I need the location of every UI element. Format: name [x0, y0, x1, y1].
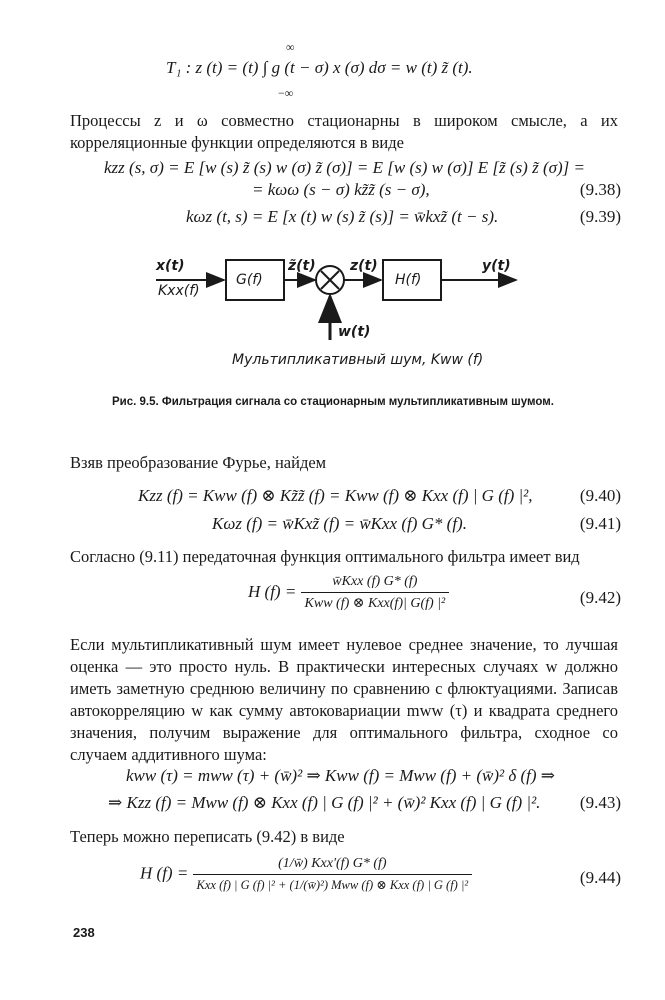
equation-9-42-fraction	[301, 574, 450, 612]
noise-signal-label: w(t)	[338, 324, 371, 340]
integral-upper-limit: ∞	[286, 40, 295, 54]
equation-9-42-numerator: w̄Kxx (f) G* (f)	[301, 574, 450, 593]
equation-9-44-denominator: Kxx (f) | G (f) |² + (1/(w̄)²) Mww (f) ⊗ Kxx (f) | G (f) |²	[196, 878, 469, 892]
output-signal-label: y(t)	[482, 258, 511, 274]
equation-number-9-44: (9.44)	[579, 868, 621, 887]
paragraph-5: Теперь можно переписать (9.42) в виде	[70, 827, 345, 846]
equation-9-38-line1: kzz (s, σ) = E [w (s) z̃ (s) w (σ) z̃ (σ)] = E [w (s) w (σ)] E [z̃ (s) z̃ (σ)] =	[104, 158, 586, 177]
equation-9-42-denominator: Kww (f) ⊗ Kxx(f)| G(f) |²	[304, 596, 446, 611]
equation-number-9-43: (9.43)	[579, 793, 621, 812]
product-signal-label: z(t)	[350, 258, 378, 274]
equation-9-42	[248, 574, 449, 612]
equation-number-9-41: (9.41)	[579, 514, 621, 533]
equation-9-39: kωz (t, s) = E [x (t) w (s) z̃ (s)] = w̄kxz̃ (t − s).	[186, 207, 499, 226]
block-g-label: G(f)	[236, 272, 263, 288]
equation-9-44	[140, 856, 472, 893]
equation-number-9-39: (9.39)	[579, 207, 621, 226]
equation-number-9-38: (9.38)	[579, 180, 621, 199]
equation-9-42-lhs: H (f) =	[248, 581, 297, 601]
filtered-signal-label: z̃(t)	[288, 258, 316, 274]
noise-caption: Мультипликативный шум, Kww (f)	[232, 352, 484, 368]
equation-9-43-line2: ⇒ Kzz (f) = Mww (f) ⊗ Kxx (f) | G (f) |² + (w̄)² Kxx (f) | G (f) |².	[108, 793, 541, 812]
equation-number-9-42: (9.42)	[579, 588, 621, 607]
page-number: 238	[73, 925, 95, 940]
input-spectrum-label: Kxx(f)	[158, 283, 200, 299]
paragraph-3: Согласно (9.11) передаточная функция оптимального фильтра имеет вид	[70, 547, 580, 566]
equation-9-44-fraction	[193, 856, 473, 893]
block-h-label: H(f)	[395, 272, 422, 288]
paragraph-2: Взяв преобразование Фурье, найдем	[70, 453, 327, 472]
input-signal-label: x(t)	[156, 258, 185, 274]
equation-9-43-line1: kww (τ) = mww (τ) + (w̄)² ⇒ Kww (f) = Mww (f) + (w̄)² δ (f) ⇒	[126, 766, 556, 785]
equation-9-44-numerator: (1/w̄) Kxx′(f) G* (f)	[193, 856, 473, 875]
equation-9-38-line2: = kωω (s − σ) kz̃z̃ (s − σ),	[252, 180, 430, 199]
equation-9-44-lhs: H (f) =	[140, 863, 189, 883]
paragraph-1: Процессы z и ω совместно стационарны в широком смысле, а их корреляционные функции определяются в виде	[70, 111, 618, 152]
equation-t1: T₁ : z (t) = (t) ∫ g (t − σ) x (σ) dσ = w (t) z̃ (t).	[166, 58, 473, 77]
equation-number-9-40: (9.40)	[579, 486, 621, 505]
paragraph-4: Если мультипликативный шум имеет нулевое среднее значение, то лучшая оценка — это просто нуль. В практически интересных случаях w должно иметь заметную среднюю величину по сравнению с флюктуациями. Записав автокорреляцию w как сумму автоковариации mww (τ) и квадрата среднего значения, получим выражение для оптимального фильтра, сходное со случаем аддитивного шума:	[70, 635, 618, 764]
figure-caption: Рис. 9.5. Фильтрация сигнала со стационарным мультипликативным шумом.	[112, 396, 554, 408]
equation-9-41: Kωz (f) = w̄Kxz̃ (f) = w̄Kxx (f) G* (f).	[212, 514, 467, 533]
equation-9-40: Kzz (f) = Kww (f) ⊗ Kz̃z̃ (f) = Kww (f) ⊗ Kxx (f) | G (f) |²,	[138, 486, 533, 505]
integral-lower-limit: −∞	[278, 86, 294, 100]
